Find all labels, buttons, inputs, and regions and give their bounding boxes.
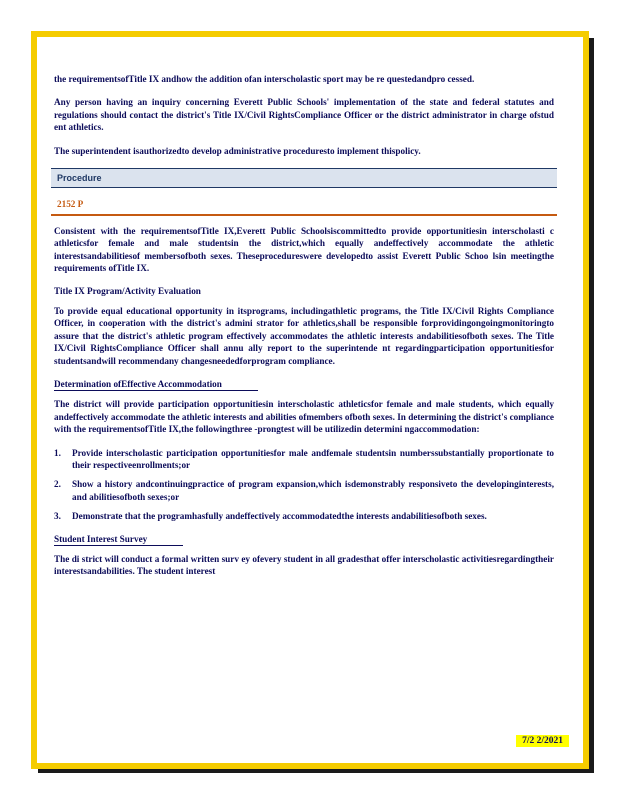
list-item <box>54 447 554 472</box>
list-item-text: Show a history andcontinuingpractice of program expansion,which isdemonstrably responsiveto the developinginterests, and abilitiesofboth sexes;or <box>72 479 554 502</box>
procedure-bar: Procedure <box>51 168 557 188</box>
policy-number: 2152 P <box>51 198 557 215</box>
list-item-number: 3. <box>54 511 61 522</box>
section-heading-survey: Student Interest Survey <box>54 533 183 546</box>
list-item-number: 1. <box>54 447 61 458</box>
superintendent-paragraph: The superintendent isauthorizedto develop administrative proceduresto implement thispolicy. <box>54 145 421 156</box>
page-content <box>54 73 554 589</box>
list-item-text: Demonstrate that the programhasfully andeffectively accommodatedthe interests andabilitiesofboth sexes. <box>72 511 487 522</box>
prong-list <box>54 447 554 523</box>
accommodation-paragraph: The district will provide participation opportunitiesin interscholastic athleticsfor female and male students, which equally andeffectively accommodate the athletic interests and abilities ofmembers ofboth sexes. In determining the district's compliance with the requirementsofTitle IX,the followingthree -prongtest will be utilizedin determini ngaccommodation: <box>54 399 554 435</box>
top-continuation-text: the requirementsofTitle IX andhow the addition ofan interscholastic sport may be re questedandpro cessed. <box>54 74 475 84</box>
list-item-text: Provide interscholastic participation opportunitiesfor male andfemale studentsin numberssubstantially proportionate to their respectiveenrollments;or <box>72 447 554 470</box>
list-item <box>54 478 554 503</box>
footer-date: 7/2 2/2021 <box>516 735 569 747</box>
section-heading-accommodation: Determination ofEffective Accommodation <box>54 378 258 391</box>
consistent-paragraph: Consistent with the requirementsofTitle IX,Everett Public Schoolsiscommittedto provide opportunitiesin interscholasti c athleticsfor female and male studentsin the district,which equally andeffectively accommodate the athletic interestsandabilitiesof membersofboth sexes. Theseprocedureswere developedto assist Everett Public Schoo lsin meetingthe requirements ofTitle IX. <box>54 225 554 274</box>
document-page <box>31 31 589 769</box>
survey-paragraph: The di strict will conduct a formal written surv ey ofevery student in all gradesthat offer interscholastic activitiesregardingtheir interestsandabilities. The student interest <box>54 553 554 577</box>
list-item <box>54 510 554 522</box>
section-heading-evaluation: Title IX Program/Activity Evaluation <box>54 286 201 297</box>
list-item-number: 2. <box>54 479 61 490</box>
inquiry-paragraph: Any person having an inquiry concerning Everett Public Schools' implementation of the state and federal statutes and regulations should contact the district's Title IX/Civil RightsCompliance Officer or the district administrator in charge ofstud ent athletics. <box>54 97 554 133</box>
evaluation-paragraph: To provide equal educational opportunity in itsprograms, includingathletic programs, the Title IX/Civil Rights Compliance Officer, in cooperation with the district's admini strator for athletics,shall be responsible forprovidingongoingmonitoringto assure that the district's athletic program effectively accommodates the athletic interests andabilitiesofboth sexes. The Title IX/Civil RightsCompliance Officer shall annu ally report to the superintende nt regardingparticipation opportunitiesfor studentsandwill recommendany changesneededforprogram compliance. <box>54 305 554 366</box>
